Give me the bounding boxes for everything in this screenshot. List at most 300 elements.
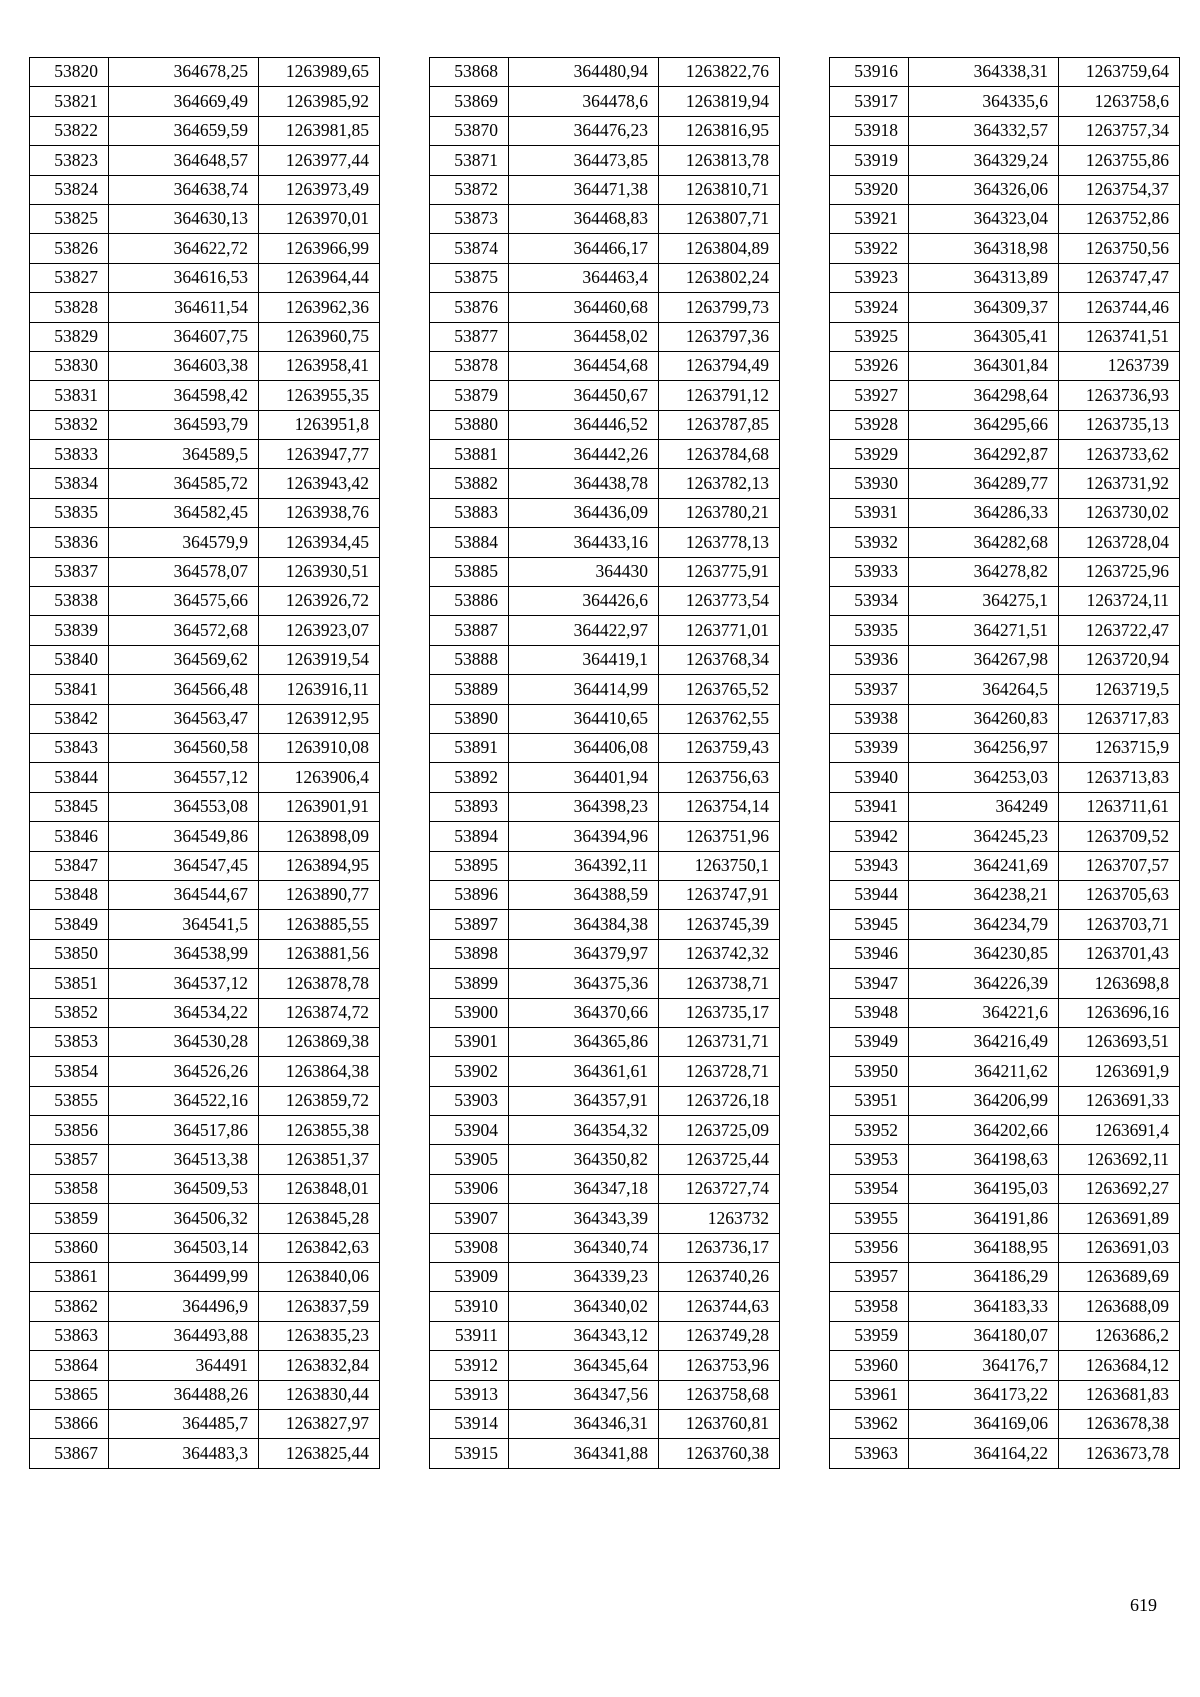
table-row — [830, 263, 1180, 292]
y-coordinate-cell: 1263807,71 — [659, 204, 780, 233]
table-row — [30, 410, 380, 439]
y-coordinate-cell: 1263771,01 — [659, 616, 780, 645]
y-coordinate-cell: 1263705,63 — [1059, 880, 1180, 909]
y-coordinate-cell: 1263898,09 — [259, 822, 380, 851]
x-coordinate-cell: 364295,66 — [909, 410, 1059, 439]
y-coordinate-cell: 1263878,78 — [259, 969, 380, 998]
table-row — [430, 146, 780, 175]
y-coordinate-cell: 1263981,85 — [259, 116, 380, 145]
point-number-cell: 53917 — [830, 87, 909, 116]
table-row — [430, 58, 780, 87]
table-row — [430, 1380, 780, 1409]
point-number-cell: 53916 — [830, 58, 909, 87]
x-coordinate-cell: 364357,91 — [509, 1086, 659, 1115]
y-coordinate-cell: 1263724,11 — [1059, 587, 1180, 616]
x-coordinate-cell: 364392,11 — [509, 851, 659, 880]
point-number-cell: 53826 — [30, 234, 109, 263]
y-coordinate-cell: 1263736,93 — [1059, 381, 1180, 410]
point-number-cell: 53902 — [430, 1057, 509, 1086]
x-coordinate-cell: 364553,08 — [109, 792, 259, 821]
x-coordinate-cell: 364560,58 — [109, 733, 259, 762]
table-row — [430, 645, 780, 674]
table-row — [430, 1204, 780, 1233]
point-number-cell: 53905 — [430, 1145, 509, 1174]
y-coordinate-cell: 1263698,8 — [1059, 969, 1180, 998]
y-coordinate-cell: 1263822,76 — [659, 58, 780, 87]
table-row — [30, 498, 380, 527]
x-coordinate-cell: 364298,64 — [909, 381, 1059, 410]
table-row — [830, 587, 1180, 616]
table-row — [430, 969, 780, 998]
x-coordinate-cell: 364226,39 — [909, 969, 1059, 998]
x-coordinate-cell: 364471,38 — [509, 175, 659, 204]
x-coordinate-cell: 364326,06 — [909, 175, 1059, 204]
table-row — [30, 910, 380, 939]
x-coordinate-cell: 364414,99 — [509, 675, 659, 704]
point-number-cell: 53900 — [430, 998, 509, 1027]
y-coordinate-cell: 1263760,38 — [659, 1439, 780, 1468]
x-coordinate-cell: 364572,68 — [109, 616, 259, 645]
point-number-cell: 53899 — [430, 969, 509, 998]
table-row — [30, 851, 380, 880]
point-number-cell: 53828 — [30, 293, 109, 322]
x-coordinate-cell: 364473,85 — [509, 146, 659, 175]
y-coordinate-cell: 1263840,06 — [259, 1263, 380, 1292]
table-row — [430, 587, 780, 616]
table-row — [30, 469, 380, 498]
point-number-cell: 53823 — [30, 146, 109, 175]
table-row — [30, 381, 380, 410]
point-number-cell: 53889 — [430, 675, 509, 704]
x-coordinate-cell: 364522,16 — [109, 1086, 259, 1115]
table-row — [30, 87, 380, 116]
point-number-cell: 53954 — [830, 1174, 909, 1203]
x-coordinate-cell: 364544,67 — [109, 880, 259, 909]
x-coordinate-cell: 364659,59 — [109, 116, 259, 145]
point-number-cell: 53862 — [30, 1292, 109, 1321]
y-coordinate-cell: 1263951,8 — [259, 410, 380, 439]
table-row — [30, 1027, 380, 1056]
y-coordinate-cell: 1263985,92 — [259, 87, 380, 116]
point-number-cell: 53848 — [30, 880, 109, 909]
y-coordinate-cell: 1263731,92 — [1059, 469, 1180, 498]
x-coordinate-cell: 364438,78 — [509, 469, 659, 498]
x-coordinate-cell: 364430 — [509, 557, 659, 586]
y-coordinate-cell: 1263835,23 — [259, 1321, 380, 1350]
x-coordinate-cell: 364245,23 — [909, 822, 1059, 851]
point-number-cell: 53847 — [30, 851, 109, 880]
x-coordinate-cell: 364292,87 — [909, 440, 1059, 469]
x-coordinate-cell: 364188,95 — [909, 1233, 1059, 1262]
table-row — [830, 1116, 1180, 1145]
x-coordinate-cell: 364183,33 — [909, 1292, 1059, 1321]
table-row — [830, 322, 1180, 351]
x-coordinate-cell: 364630,13 — [109, 204, 259, 233]
x-coordinate-cell: 364491 — [109, 1351, 259, 1380]
point-number-cell: 53879 — [430, 381, 509, 410]
table-row — [430, 1233, 780, 1262]
y-coordinate-cell: 1263722,47 — [1059, 616, 1180, 645]
point-number-cell: 53961 — [830, 1380, 909, 1409]
table-row — [30, 1204, 380, 1233]
y-coordinate-cell: 1263730,02 — [1059, 498, 1180, 527]
x-coordinate-cell: 364332,57 — [909, 116, 1059, 145]
point-number-cell: 53920 — [830, 175, 909, 204]
y-coordinate-cell: 1263758,68 — [659, 1380, 780, 1409]
point-number-cell: 53867 — [30, 1439, 109, 1468]
x-coordinate-cell: 364271,51 — [909, 616, 1059, 645]
point-number-cell: 53877 — [430, 322, 509, 351]
point-number-cell: 53883 — [430, 498, 509, 527]
x-coordinate-cell: 364585,72 — [109, 469, 259, 498]
y-coordinate-cell: 1263970,01 — [259, 204, 380, 233]
table-row — [30, 1351, 380, 1380]
table-row — [430, 616, 780, 645]
x-coordinate-cell: 364569,62 — [109, 645, 259, 674]
point-number-cell: 53866 — [30, 1409, 109, 1438]
table-row — [830, 469, 1180, 498]
y-coordinate-cell: 1263757,34 — [1059, 116, 1180, 145]
table-row — [830, 880, 1180, 909]
table-row — [830, 1174, 1180, 1203]
y-coordinate-cell: 1263691,9 — [1059, 1057, 1180, 1086]
x-coordinate-cell: 364419,1 — [509, 645, 659, 674]
table-row — [430, 1351, 780, 1380]
point-number-cell: 53880 — [430, 410, 509, 439]
y-coordinate-cell: 1263832,84 — [259, 1351, 380, 1380]
table-row — [830, 381, 1180, 410]
x-coordinate-cell: 364375,36 — [509, 969, 659, 998]
point-number-cell: 53945 — [830, 910, 909, 939]
y-coordinate-cell: 1263859,72 — [259, 1086, 380, 1115]
table-row — [30, 234, 380, 263]
y-coordinate-cell: 1263819,94 — [659, 87, 780, 116]
point-number-cell: 53955 — [830, 1204, 909, 1233]
point-number-cell: 53837 — [30, 557, 109, 586]
y-coordinate-cell: 1263938,76 — [259, 498, 380, 527]
x-coordinate-cell: 364275,1 — [909, 587, 1059, 616]
y-coordinate-cell: 1263760,81 — [659, 1409, 780, 1438]
y-coordinate-cell: 1263745,39 — [659, 910, 780, 939]
x-coordinate-cell: 364176,7 — [909, 1351, 1059, 1380]
y-coordinate-cell: 1263890,77 — [259, 880, 380, 909]
point-number-cell: 53948 — [830, 998, 909, 1027]
y-coordinate-cell: 1263782,13 — [659, 469, 780, 498]
table-row — [430, 87, 780, 116]
point-number-cell: 53949 — [830, 1027, 909, 1056]
point-number-cell: 53904 — [430, 1116, 509, 1145]
point-number-cell: 53836 — [30, 528, 109, 557]
x-coordinate-cell: 364496,9 — [109, 1292, 259, 1321]
y-coordinate-cell: 1263901,91 — [259, 792, 380, 821]
y-coordinate-cell: 1263727,74 — [659, 1174, 780, 1203]
table-row — [430, 1292, 780, 1321]
table-row — [830, 351, 1180, 380]
table-row — [830, 1263, 1180, 1292]
table-row — [830, 910, 1180, 939]
y-coordinate-cell: 1263747,91 — [659, 880, 780, 909]
y-coordinate-cell: 1263691,89 — [1059, 1204, 1180, 1233]
point-number-cell: 53931 — [830, 498, 909, 527]
point-number-cell: 53832 — [30, 410, 109, 439]
point-number-cell: 53933 — [830, 557, 909, 586]
table-row — [830, 1351, 1180, 1380]
x-coordinate-cell: 364301,84 — [909, 351, 1059, 380]
point-number-cell: 53830 — [30, 351, 109, 380]
y-coordinate-cell: 1263709,52 — [1059, 822, 1180, 851]
point-number-cell: 53825 — [30, 204, 109, 233]
table-row — [830, 204, 1180, 233]
table-row — [30, 1086, 380, 1115]
point-number-cell: 53909 — [430, 1263, 509, 1292]
y-coordinate-cell: 1263765,52 — [659, 675, 780, 704]
x-coordinate-cell: 364186,29 — [909, 1263, 1059, 1292]
x-coordinate-cell: 364329,24 — [909, 146, 1059, 175]
table-row — [430, 939, 780, 968]
table-row — [430, 1321, 780, 1350]
table-row — [830, 87, 1180, 116]
table-row — [30, 263, 380, 292]
point-number-cell: 53937 — [830, 675, 909, 704]
x-coordinate-cell: 364530,28 — [109, 1027, 259, 1056]
y-coordinate-cell: 1263964,44 — [259, 263, 380, 292]
y-coordinate-cell: 1263874,72 — [259, 998, 380, 1027]
point-number-cell: 53960 — [830, 1351, 909, 1380]
y-coordinate-cell: 1263728,04 — [1059, 528, 1180, 557]
point-number-cell: 53851 — [30, 969, 109, 998]
y-coordinate-cell: 1263762,55 — [659, 704, 780, 733]
table-row — [430, 498, 780, 527]
table-row — [430, 880, 780, 909]
point-number-cell: 53918 — [830, 116, 909, 145]
x-coordinate-cell: 364282,68 — [909, 528, 1059, 557]
point-number-cell: 53924 — [830, 293, 909, 322]
point-number-cell: 53894 — [430, 822, 509, 851]
x-coordinate-cell: 364517,86 — [109, 1116, 259, 1145]
table-row — [30, 1439, 380, 1468]
point-number-cell: 53893 — [430, 792, 509, 821]
y-coordinate-cell: 1263930,51 — [259, 557, 380, 586]
y-coordinate-cell: 1263813,78 — [659, 146, 780, 175]
point-number-cell: 53829 — [30, 322, 109, 351]
x-coordinate-cell: 364460,68 — [509, 293, 659, 322]
x-coordinate-cell: 364394,96 — [509, 822, 659, 851]
point-number-cell: 53844 — [30, 763, 109, 792]
table-row — [430, 1116, 780, 1145]
point-number-cell: 53873 — [430, 204, 509, 233]
x-coordinate-cell: 364341,88 — [509, 1439, 659, 1468]
x-coordinate-cell: 364579,9 — [109, 528, 259, 557]
y-coordinate-cell: 1263751,96 — [659, 822, 780, 851]
x-coordinate-cell: 364557,12 — [109, 763, 259, 792]
x-coordinate-cell: 364493,88 — [109, 1321, 259, 1350]
table-row — [30, 1409, 380, 1438]
point-number-cell: 53903 — [430, 1086, 509, 1115]
table-row — [830, 1057, 1180, 1086]
y-coordinate-cell: 1263742,32 — [659, 939, 780, 968]
x-coordinate-cell: 364410,65 — [509, 704, 659, 733]
table-row — [430, 1174, 780, 1203]
y-coordinate-cell: 1263881,56 — [259, 939, 380, 968]
point-number-cell: 53858 — [30, 1174, 109, 1203]
table-row — [430, 234, 780, 263]
table-row — [830, 234, 1180, 263]
point-number-cell: 53822 — [30, 116, 109, 145]
x-coordinate-cell: 364264,5 — [909, 675, 1059, 704]
point-number-cell: 53921 — [830, 204, 909, 233]
point-number-cell: 53897 — [430, 910, 509, 939]
y-coordinate-cell: 1263688,09 — [1059, 1292, 1180, 1321]
table-row — [830, 998, 1180, 1027]
table-row — [830, 1145, 1180, 1174]
x-coordinate-cell: 364238,21 — [909, 880, 1059, 909]
y-coordinate-cell: 1263784,68 — [659, 440, 780, 469]
point-number-cell: 53901 — [430, 1027, 509, 1056]
y-coordinate-cell: 1263830,44 — [259, 1380, 380, 1409]
x-coordinate-cell: 364454,68 — [509, 351, 659, 380]
y-coordinate-cell: 1263926,72 — [259, 587, 380, 616]
point-number-cell: 53935 — [830, 616, 909, 645]
point-number-cell: 53850 — [30, 939, 109, 968]
y-coordinate-cell: 1263962,36 — [259, 293, 380, 322]
x-coordinate-cell: 364278,82 — [909, 557, 1059, 586]
point-number-cell: 53944 — [830, 880, 909, 909]
point-number-cell: 53857 — [30, 1145, 109, 1174]
y-coordinate-cell: 1263754,37 — [1059, 175, 1180, 204]
point-number-cell: 53926 — [830, 351, 909, 380]
page-number: 619 — [1130, 1595, 1157, 1615]
coordinates-table-1 — [29, 57, 380, 1469]
y-coordinate-cell: 1263759,64 — [1059, 58, 1180, 87]
point-number-cell: 53907 — [430, 1204, 509, 1233]
point-number-cell: 53843 — [30, 733, 109, 762]
table-row — [30, 998, 380, 1027]
table-row — [430, 763, 780, 792]
x-coordinate-cell: 364388,59 — [509, 880, 659, 909]
table-row — [30, 204, 380, 233]
y-coordinate-cell: 1263726,18 — [659, 1086, 780, 1115]
table-row — [830, 822, 1180, 851]
x-coordinate-cell: 364450,67 — [509, 381, 659, 410]
table-row — [30, 792, 380, 821]
x-coordinate-cell: 364361,61 — [509, 1057, 659, 1086]
table-row — [430, 469, 780, 498]
table-row — [830, 293, 1180, 322]
table-row — [30, 880, 380, 909]
point-number-cell: 53869 — [430, 87, 509, 116]
y-coordinate-cell: 1263717,83 — [1059, 704, 1180, 733]
table-row — [430, 381, 780, 410]
x-coordinate-cell: 364318,98 — [909, 234, 1059, 263]
point-number-cell: 53950 — [830, 1057, 909, 1086]
table-row — [830, 939, 1180, 968]
point-number-cell: 53896 — [430, 880, 509, 909]
x-coordinate-cell: 364309,37 — [909, 293, 1059, 322]
point-number-cell: 53839 — [30, 616, 109, 645]
point-number-cell: 53841 — [30, 675, 109, 704]
y-coordinate-cell: 1263794,49 — [659, 351, 780, 380]
point-number-cell: 53930 — [830, 469, 909, 498]
y-coordinate-cell: 1263906,4 — [259, 763, 380, 792]
x-coordinate-cell: 364549,86 — [109, 822, 259, 851]
table-row — [430, 1409, 780, 1438]
point-number-cell: 53914 — [430, 1409, 509, 1438]
x-coordinate-cell: 364180,07 — [909, 1321, 1059, 1350]
x-coordinate-cell: 364350,82 — [509, 1145, 659, 1174]
x-coordinate-cell: 364289,77 — [909, 469, 1059, 498]
x-coordinate-cell: 364506,32 — [109, 1204, 259, 1233]
table-row — [830, 1409, 1180, 1438]
y-coordinate-cell: 1263916,11 — [259, 675, 380, 704]
table-row — [430, 322, 780, 351]
point-number-cell: 53821 — [30, 87, 109, 116]
table-row — [430, 1263, 780, 1292]
x-coordinate-cell: 364446,52 — [509, 410, 659, 439]
table-row — [430, 263, 780, 292]
table-row — [30, 1145, 380, 1174]
point-number-cell: 53938 — [830, 704, 909, 733]
table-row — [430, 792, 780, 821]
point-number-cell: 53887 — [430, 616, 509, 645]
point-number-cell: 53852 — [30, 998, 109, 1027]
point-number-cell: 53860 — [30, 1233, 109, 1262]
table-row — [30, 440, 380, 469]
y-coordinate-cell: 1263773,54 — [659, 587, 780, 616]
table-row — [830, 1321, 1180, 1350]
point-number-cell: 53908 — [430, 1233, 509, 1262]
table-row — [830, 1027, 1180, 1056]
table-row — [430, 733, 780, 762]
x-coordinate-cell: 364169,06 — [909, 1409, 1059, 1438]
x-coordinate-cell: 364347,18 — [509, 1174, 659, 1203]
table-row — [830, 528, 1180, 557]
x-coordinate-cell: 364598,42 — [109, 381, 259, 410]
table-row — [30, 1057, 380, 1086]
point-number-cell: 53855 — [30, 1086, 109, 1115]
table-row — [830, 733, 1180, 762]
table-row — [30, 322, 380, 351]
table-row — [30, 675, 380, 704]
table-row — [430, 204, 780, 233]
table-row — [30, 58, 380, 87]
x-coordinate-cell: 364221,6 — [909, 998, 1059, 1027]
y-coordinate-cell: 1263725,96 — [1059, 557, 1180, 586]
table-row — [430, 998, 780, 1027]
point-number-cell: 53868 — [430, 58, 509, 87]
point-number-cell: 53919 — [830, 146, 909, 175]
y-coordinate-cell: 1263673,78 — [1059, 1439, 1180, 1468]
x-coordinate-cell: 364563,47 — [109, 704, 259, 733]
table-row — [430, 410, 780, 439]
point-number-cell: 53958 — [830, 1292, 909, 1321]
x-coordinate-cell: 364365,86 — [509, 1027, 659, 1056]
x-coordinate-cell: 364622,72 — [109, 234, 259, 263]
x-coordinate-cell: 364354,32 — [509, 1116, 659, 1145]
y-coordinate-cell: 1263691,33 — [1059, 1086, 1180, 1115]
table-row — [30, 1116, 380, 1145]
table-row — [430, 1057, 780, 1086]
point-number-cell: 53824 — [30, 175, 109, 204]
x-coordinate-cell: 364345,64 — [509, 1351, 659, 1380]
x-coordinate-cell: 364499,99 — [109, 1263, 259, 1292]
table-row — [30, 146, 380, 175]
y-coordinate-cell: 1263753,96 — [659, 1351, 780, 1380]
table-row — [830, 704, 1180, 733]
y-coordinate-cell: 1263825,44 — [259, 1439, 380, 1468]
x-coordinate-cell: 364578,07 — [109, 557, 259, 586]
y-coordinate-cell: 1263894,95 — [259, 851, 380, 880]
point-number-cell: 53856 — [30, 1116, 109, 1145]
